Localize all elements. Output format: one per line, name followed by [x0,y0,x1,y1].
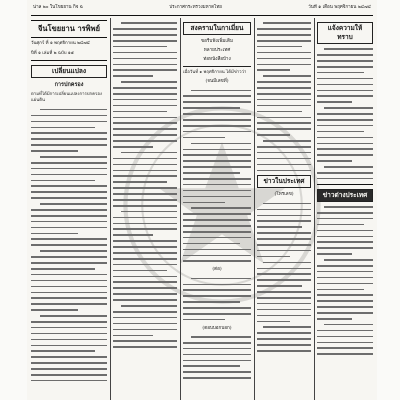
article-text-lines [257,22,311,171]
divider [183,66,251,67]
article-text-lines [113,22,177,348]
section-heading-notice: แจ้งความให้ทราบ [317,22,373,44]
caption-2: หลายประเทศ [203,48,231,53]
column-rule [110,18,111,400]
column-2 [113,18,177,400]
column-3 [183,18,251,400]
masthead-date-line: ปีที่ ๑ เล่มที่ ๒ ฉบับ ๑๕ [31,50,74,56]
column-rule [314,18,315,400]
section-heading-news: ข่าวในประเทศ [257,175,311,188]
article-intro: ตามที่ได้มีการเปลี่ยนแปลงการปกครองแผ่นดิน [31,92,102,104]
section-heading-change: เปลี่ยนแปลง [31,65,107,78]
article-text-lines [31,109,107,382]
article-text-lines [317,206,373,355]
article-text-lines [183,278,251,321]
section-subheading-change: การปกครอง [54,82,84,88]
column-4 [257,18,311,400]
article-intro: เมื่อวันที่ ๑ พฤศจิกายน ได้มีข่าวว่า [183,70,247,75]
section-heading-foreign: ข่าวต่างประเทศ [317,189,373,202]
caption-4: (จนมีเลขที่) [205,79,229,85]
caption-5: (ต่อ) [212,267,222,273]
divider [317,184,373,185]
running-head [33,4,371,12]
section-heading-center: สงครามในกาเมี่ยน [183,22,251,35]
caption-1: ขอรีบฟังเพิ่มเติม [201,39,233,44]
column-rule [254,18,255,400]
article-text-lines [257,203,311,352]
section-subheading-news: (โทรเลข) [274,192,294,198]
masthead-title: จีนโขยยาน ารพิพย์ [31,20,107,38]
column-1 [31,18,107,400]
caption-3: ท่อหนังสือบ้าง [203,57,231,62]
column-5 [317,18,373,400]
divider [31,60,107,61]
running-head-right: วันที่ ๑ เดือน พฤศจิกายน ๒๔๗๔ [308,5,371,10]
column-rule [180,18,181,400]
article-text-lines [317,48,373,179]
article-text-lines [183,336,251,379]
caption-6: (ตอบบอกบอก) [202,325,232,331]
header-rule [31,15,373,16]
newspaper-page [27,0,377,400]
masthead-issue: วันศุกร์ ที่ ๑ พฤศจิกายน ๒๔๗๔ [31,41,90,46]
running-head-center: ประกาศกระทรวงมหาดไทย [169,5,222,10]
running-head-left: น่าล ๒๐ ในโขยยาน กิจ ฉ [33,5,83,10]
article-text-lines [183,90,251,262]
